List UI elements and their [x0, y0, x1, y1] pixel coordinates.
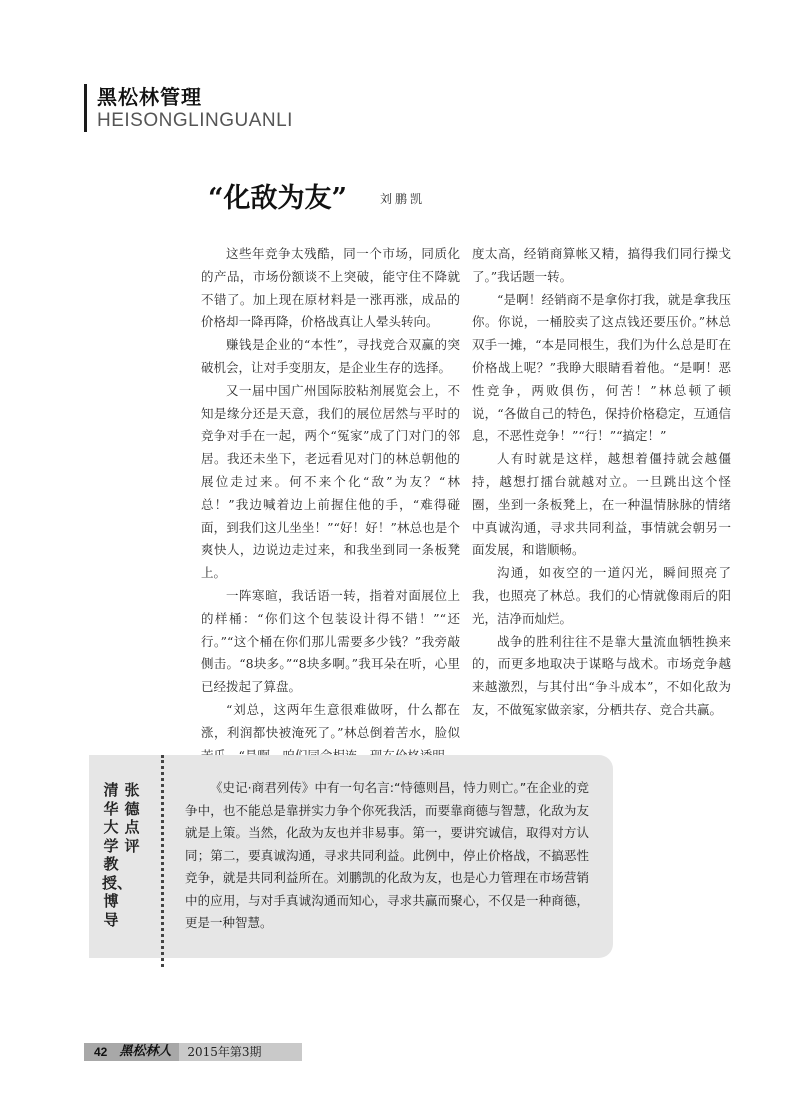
- column-header: [84, 84, 293, 132]
- paragraph: 赚钱是企业的“本性”，寻找竞合双赢的突破机会，让对手变朋友，是企业生存的选择。: [201, 337, 460, 375]
- paragraph: 战争的胜利往往不是靠大量流血牺牲换来的，而更多地取决于谋略与战术。市场竞争越来越激烈，与其付出“争斗成本”，不如化敌为友，不做冤家做亲家，分栖共存、竞合共赢。: [472, 633, 731, 717]
- paragraph: “刘总，这两年生意很难做呀，什么都在涨，利润都快被淹死了。”林总倒着苦水，脸似: [201, 701, 460, 740]
- column-title-cn: 黑松林管理: [97, 85, 202, 109]
- paragraph: 一阵寒暄，我话语一转，指着对面展位上的样桶：“你们这个包装设计得不错！”“还行。”“这个桶在你们那儿需要多少钱？”我旁敲侧击。“8块多。”“8块多啊。”我耳朵在听，心里已经拨起了算盘。: [201, 587, 460, 695]
- paragraph: “是啊！经销商不是拿你打我，就是拿我压你。你说，一桶胶卖了这点钱还要压价。”林总双手一摊，“本是同根生，我们为什么总是盯在价格战上呢？”我睁大眼睛看着他。“是啊！恶性竞争，两败俱伤，何苦！”林总顿了顿说，“各做自己的特色，保持价格稳定，互通信息，不恶性竞争！”“行！”“搞定！”: [472, 291, 731, 444]
- dotted-divider: [161, 755, 164, 967]
- column-title-en: HEISONGLINGUANLI: [97, 110, 293, 131]
- page-number: 42: [84, 1043, 111, 1061]
- article-column-right: [472, 243, 731, 722]
- magazine-logo: 黑松林人: [111, 1043, 179, 1061]
- article-title: “化敌为友”: [208, 183, 348, 214]
- expert-comment-box: [89, 755, 613, 958]
- comment-paragraph: 《史记·商君列传》中有一句名言:“恃德则昌，恃力则亡。”在企业的竞争中，也不能总是靠拼实力争个你死我活，而要靠商德与智慧，化敌为友就是上策。当然，化敌为友也并非易事。第一，要讲究诚信，取得对方认同；第二，要真诚沟通，寻求共同利益。此例中，停止价格战，不搞恶性竞争，就是共同利益所在。刘鹏凯的化敌为友，也是心力管理在市场营销中的应用，与对手真诚沟通而知心，寻求共赢而聚心，不仅是一种商德，更是一种智慧。: [185, 780, 589, 930]
- article-author: 刘鹏凯: [380, 192, 426, 206]
- comment-text: [185, 777, 589, 935]
- issue-label: 2015年第3期: [179, 1043, 301, 1061]
- page-footer: [84, 1043, 302, 1061]
- article-column-left: [201, 243, 460, 767]
- paragraph: 人有时就是这样，越想着僵持就会越僵持，越想打擂台就越对立。一旦跳出这个怪圈，坐到一条板凳上，在一种温情脉脉的情绪中真诚沟通，寻求共同利益，事情就会朝另一面发展，和谐顺畅。: [472, 451, 731, 558]
- reviewer-name: 张德点评: [124, 781, 140, 855]
- paragraph: 这些年竞争太残酷，同一个市场，同质化的产品，市场份额谈不上突破，能守住不降就不错了。加上现在原材料是一涨再涨，成品的价格却一降再降，价格战真让人晕头转向。: [201, 246, 460, 330]
- paragraph: 又一届中国广州国际胶粘剂展览会上，不知是缘分还是天意，我们的展位居然与平时的竞争对手在一起，两个“冤家”成了门对门的邻居。我还未坐下，老远看见对门的林总朝他的展位走过来。何不来个化“敌”为友？“林总！”我边喊着边上前握住他的手，“难得碰面，到我们这儿坐坐！”“好！好！”林总也是个爽快人，边说边走过来，和我坐到同一条板凳上。: [201, 382, 460, 581]
- paragraph: 度太高，经销商算帐又精，搞得我们同行操戈了。”我话题一转。: [472, 246, 731, 284]
- reviewer-title: 清华大学教授、博导: [102, 781, 133, 929]
- paragraph: 沟通，如夜空的一道闪光，瞬间照亮了我，也照亮了林总。我们的心情就像雨后的阳光，洁净而灿烂。: [472, 565, 731, 626]
- reviewer-label: [89, 755, 161, 958]
